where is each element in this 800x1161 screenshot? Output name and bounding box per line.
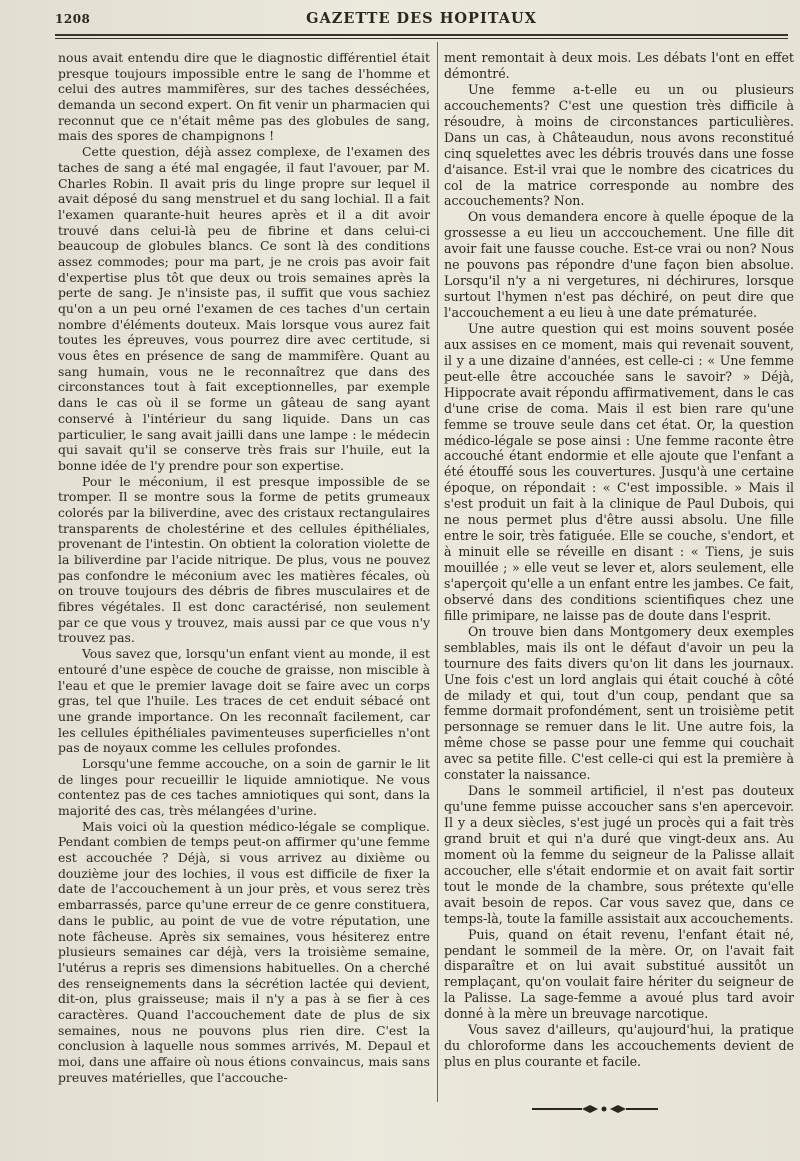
paragraph: Cette question, déjà assez complexe, de l'examen des taches de sang a été mal engagée, il faut l'avouer, par M. Charles Robin. Il avait pris du linge propre sur lequel il avait déposé du sang menstruel et du sang lochial. Il a fait l'examen quarante-huit heures après et il a dit avoir trouvé dans celui-là peu de fibrine et dans celui-ci beaucoup de globules blancs. Ce sont là des conditions assez commodes; pour ma part, je ne crois pas avoir fait d'expertise plus tôt que deux ou trois semaines après la perte de sang. Je n'insiste pas, il suffit que vous sachiez qu'on a un peu orné l'examen de ces taches d'un certain nombre d'éléments douteux. Mais lorsque vous aurez fait toutes les épreuves, vous pourrez dire avec certitude, si vous êtes en présence de sang de mammifère. Quant au sang humain, vous ne le reconnaîtrez que dans des circonstances tout à fait exceptionnelles, par exemple dans le cas où il se forme un gâteau de sang ayant conservé à l'intérieur du sang liquide. Dans un cas particulier, le sang avait jailli dans une lampe : le médecin qui savait qu'il se conserve très frais sur l'huile, eut la bonne idée de l'y prendre pour son expertise. bbox=[58, 144, 430, 473]
paragraph: nous avait entendu dire que le diagnostic différentiel était presque toujours impossible entre le sang de l'homme et celui des autres mammifères, sur des taches desséchées, demanda un second expert. On fit venir un pharmacien qui reconnut que ce n'était même pas des globules de sang, mais des spores de champignons ! bbox=[58, 50, 430, 144]
header-rule-thick bbox=[55, 34, 788, 36]
header-rule-thin bbox=[55, 38, 788, 39]
paragraph: Puis, quand on était revenu, l'enfant était né, pendant le sommeil de la mère. Or, on l'avait fait disparaître et on lui avait substitué aussitôt un remplaçant, qu'on voulait faire hériter du seigneur de la Palisse. La sage-femme a avoué plus tard avoir donné à la mère un breuvage narcotique. bbox=[444, 926, 794, 1022]
left-column bbox=[58, 50, 430, 1085]
paragraph: On vous demandera encore à quelle époque de la grossesse a eu lieu un acccouchement. Une fille dit avoir fait une fausse couche. Est-ce vrai ou non? Nous ne pouvons pas répondre d'une façon bien absolue. Lorsqu'il n'y a ni vergetures, ni déchirures, lorsque surtout l'hymen n'est pas déchiré, on peut dire que l'accouchement a eu lieu à une date prématurée. bbox=[444, 209, 794, 320]
column-divider bbox=[437, 42, 438, 1102]
paragraph: Mais voici où la question médico-légale se complique. Pendant combien de temps peut-on affirmer qu'une femme est accouchée ? Déjà, si vous arrivez au dixième ou douzième jour des lochies, il vous est difficile de fixer la date de l'accouchement à un jour près, et vous serez très embarrassés, parce qu'une erreur de ce genre constituera, dans le public, au point de vue de votre réputation, une note fâcheuse. Après six semaines, vous hésiterez entre plusieurs semaines car déjà, vers la troisième semaine, l'utérus a repris ses dimensions habituelles. On a cherché des renseignements dans la sécrétion lactée qui devient, dit-on, plus graisseuse; mais il n'y a pas à se fier à ces caractères. Quand l'accouchement date de plus de six semaines, nous ne pouvons plus rien dire. C'est la conclusion à laquelle nous sommes arrivés, M. Depaul et moi, dans une affaire où nous étions convaincus, mais sans preuves matérielles, que l'accouche- bbox=[58, 818, 430, 1085]
paragraph: Vous savez que, lorsqu'un enfant vient au monde, il est entouré d'une espèce de couche de graisse, non miscible à l'eau et que le premier lavage doit se faire avec un corps gras, tel que l'huile. Les traces de cet enduit sébacé ont une grande importance. On les reconnaît facilement, car les cellules épithéliales pavimenteuses superficielles n'ont pas de noyaux comme les cellules profondes. bbox=[58, 646, 430, 756]
right-column bbox=[444, 50, 794, 1070]
page-number: 1208 bbox=[55, 12, 91, 26]
paragraph: Lorsqu'une femme accouche, on a soin de garnir le lit de linges pour recueillir le liquide amniotique. Ne vous contentez pas de ces taches amniotiques qui sont, dans la majorité des cas, très mélangées d'urine. bbox=[58, 755, 430, 818]
page-header bbox=[55, 8, 788, 34]
paragraph: Pour le méconium, il est presque impossible de se tromper. Il se montre sous la forme de petits grumeaux colorés par la biliverdine, avec des cristaux rectangulaires transparents de cholestérine et des cellules épithéliales, provenant de l'intestin. On obtient la coloration violette de la biliverdine par l'acide nitrique. De plus, vous ne pouvez pas confondre le méconium avec les matières fécales, où on trouve toujours des débris de fibres musculaires et de fibres végétales. Il est donc caractérisé, non seulement par ce que vous y trouvez, mais aussi par ce que vous n'y trouvez pas. bbox=[58, 473, 430, 646]
paragraph: Dans le sommeil artificiel, il n'est pas douteux qu'une femme puisse accoucher sans s'en apercevoir. Il y a deux siècles, s'est jugé un procès qui a fait très grand bruit et qui n'a duré que vingt-deux ans. Au moment où la femme du seigneur de la Palisse allait accoucher, elle s'était endormie et on avait fait sortir tout le monde de la chambre, sous prétexte qu'elle avait besoin de repos. Car vous savez que, dans ce temps-là, toute la famille assistait aux accouchements. bbox=[444, 783, 794, 926]
end-ornament bbox=[530, 1103, 660, 1115]
paragraph: On trouve bien dans Montgomery deux exemples semblables, mais ils ont le défaut d'avoir un peu la tournure des faits divers qu'on lit dans les journaux. Une fois c'est un lord anglais qui était couché à côté de milady et qui, tout d'un coup, pendant que sa femme dormait profondément, sent un troisième petit personnage se remuer dans le lit. Une autre fois, la même chose se passe pour une femme qui couchait avec sa petite fille. C'est celle-ci qui est la première à constater la naissance. bbox=[444, 623, 794, 783]
journal-title: GAZETTE DES HOPITAUX bbox=[306, 10, 537, 27]
paragraph: Une femme a-t-elle eu un ou plusieurs accouchements? C'est une question très difficile à résoudre, à moins de circonstances particulières. Dans un cas, à Châteaudun, nous avons reconstitué cinq squelettes avec les débris trouvés dans une fosse d'aisance. Est-il vrai que le nombre des cicatrices du col de la matrice corresponde au nombre des accouchements? Non. bbox=[444, 81, 794, 209]
paragraph: ment remontait à deux mois. Les débats l'ont en effet démontré. bbox=[444, 50, 794, 81]
paragraph: Une autre question qui est moins souvent posée aux assises en ce moment, mais qui revenait souvent, il y a une dizaine d'années, est celle-ci : « Une femme peut-elle être accouchée sans le savoir? » Déjà, Hippocrate avait répondu affirmativement, dans le cas d'une crise de coma. Mais il est bien rare qu'une femme se trouve seule dans cet état. Or, la question médico-légale se pose ainsi : Une femme raconte être accouché étant endormie et elle ajoute que l'enfant a été étouffé sous les couvertures. Jusqu'à une certaine époque, on répondait : « C'est impossible. » Mais il s'est produit un fait à la clinique de Paul Dubois, qui ne nous permet plus d'être aussi absolu. Une fille entre le soir, très fatiguée. Elle se couche, s'endort, et à minuit elle se réveille en disant : « Tiens, je suis mouillée ; » elle veut se lever et, alors seulement, elle s'aperçoit qu'elle a un enfant entre les jambes. Ce fait, observé dans des conditions scientifiques chez une fille primipare, ne laisse pas de doute dans l'esprit. bbox=[444, 320, 794, 623]
paragraph: Vous savez d'ailleurs, qu'aujourd'hui, la pratique du chloroforme dans les accouchements devient de plus en plus courante et facile. bbox=[444, 1022, 794, 1070]
